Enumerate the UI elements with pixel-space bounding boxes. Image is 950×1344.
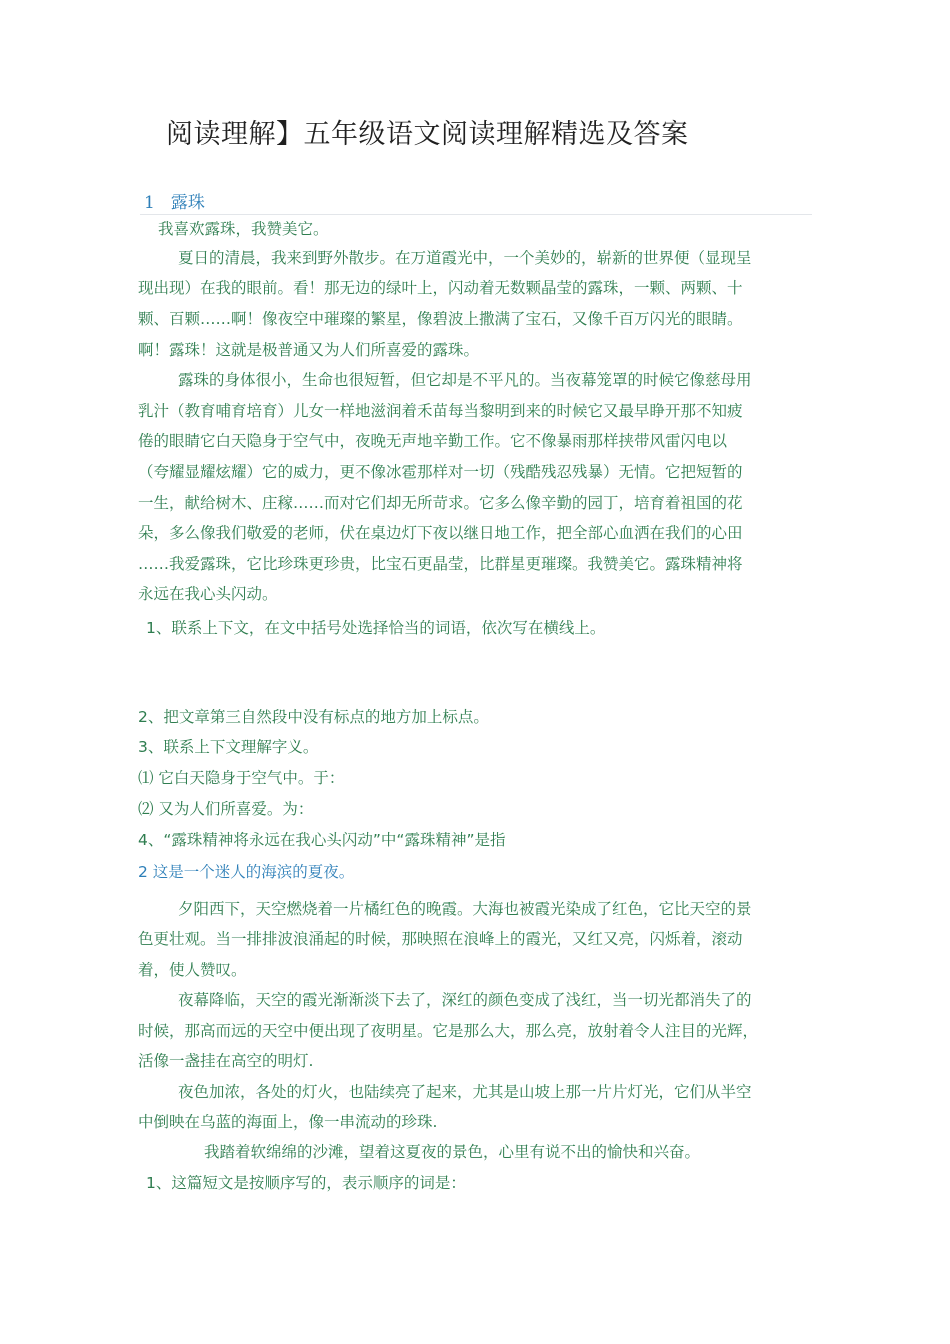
s1-question: 4、“露珠精神将永远在我心头闪动”中“露珠精神”是指	[138, 831, 506, 849]
s1-line: 啊！露珠！这就是极普通又为人们所喜爱的露珠。	[138, 341, 480, 359]
s1-question: ⑴ 它白天隐身于空气中。于：	[138, 769, 345, 787]
s1-line: 颗、百颗……啊！像夜空中璀璨的繁星，像碧波上撒满了宝石，又像千百万闪光的眼睛。	[138, 310, 743, 328]
s1-line: 现出现）在我的眼前。看！那无边的绿叶上，闪动着无数颗晶莹的露珠，一颗、两颗、十	[138, 279, 743, 297]
section-2-heading: 2 这是一个迷人的海滨的夏夜。	[138, 863, 355, 881]
s2-line: 着，使人赞叹。	[138, 961, 247, 979]
s1-line: 露珠的身体很小，生命也很短暂，但它却是不平凡的。当夜幕笼罩的时候它像慈母用	[178, 371, 752, 389]
s2-line: 夜色加浓，各处的灯火，也陆续亮了起来，尤其是山坡上那一片片灯光，它们从半空	[178, 1083, 752, 1101]
s2-line: 色更壮观。当一排排波浪涌起的时候，那映照在浪峰上的霞光，又红又亮，闪烁着，滚动	[138, 930, 743, 948]
s1-line: 朵，多么像我们敬爱的老师，伏在桌边灯下夜以继日地工作，把全部心血洒在我们的心田	[138, 524, 743, 542]
s2-line: 时候，那高而远的天空中便出现了夜明星。它是那么大，那么亮，放射着令人注目的光辉，	[138, 1022, 759, 1040]
s1-question: ⑵ 又为人们所喜爱。为：	[138, 800, 314, 818]
s1-question: 1、联系上下文，在文中括号处选择恰当的词语，依次写在横线上。	[146, 619, 606, 637]
s2-line: 我踏着软绵绵的沙滩，望着这夏夜的景色，心里有说不出的愉快和兴奋。	[204, 1143, 701, 1161]
s2-line: 夕阳西下，天空燃烧着一片橘红色的晚霞。大海也被霞光染成了红色，它比天空的景	[178, 900, 752, 918]
section-1-title: 露珠	[170, 193, 205, 213]
s1-line: 我喜欢露珠，我赞美它。	[158, 220, 329, 238]
page-title: 阅读理解】五年级语文阅读理解精选及答案	[166, 119, 689, 150]
s2-line: 夜幕降临，天空的霞光渐渐淡下去了，深红的颜色变成了浅红，当一切光都消失了的	[178, 991, 752, 1009]
s1-line: （夸耀显耀炫耀）它的威力，更不像冰雹那样对一切（残酷残忍残暴）无情。它把短暂的	[138, 463, 743, 481]
s2-line: 活像一盏挂在高空的明灯.	[138, 1052, 314, 1070]
s2-line: 中倒映在乌蓝的海面上，像一串流动的珍珠.	[138, 1113, 438, 1131]
section-1-number: 1	[144, 193, 155, 213]
s1-line: ……我爱露珠，它比珍珠更珍贵，比宝石更晶莹，比群星更璀璨。我赞美它。露珠精神将	[138, 555, 743, 573]
s1-line: 永远在我心头闪动。	[138, 585, 278, 603]
s1-line: 一生，献给树木、庄稼……而对它们却无所苛求。它多么像辛勤的园丁，培育着祖国的花	[138, 494, 743, 512]
s1-line: 夏日的清晨，我来到野外散步。在万道霞光中，一个美妙的，崭新的世界便（显现呈	[178, 249, 752, 267]
s1-question: 2、把文章第三自然段中没有标点的地方加上标点。	[138, 708, 489, 726]
s2-question: 1、这篇短文是按顺序写的，表示顺序的词是：	[146, 1174, 466, 1192]
section-1-heading	[144, 188, 205, 213]
s1-line: 倦的眼睛它白天隐身于空气中，夜晚无声地辛勤工作。它不像暴雨那样挟带风雷闪电以	[138, 432, 728, 450]
s1-line: 乳汁（教育哺育培育）儿女一样地滋润着禾苗每当黎明到来的时候它又最早睁开那不知疲	[138, 402, 743, 420]
s1-question: 3、联系上下文理解字义。	[138, 738, 319, 756]
heading-divider	[140, 214, 812, 215]
